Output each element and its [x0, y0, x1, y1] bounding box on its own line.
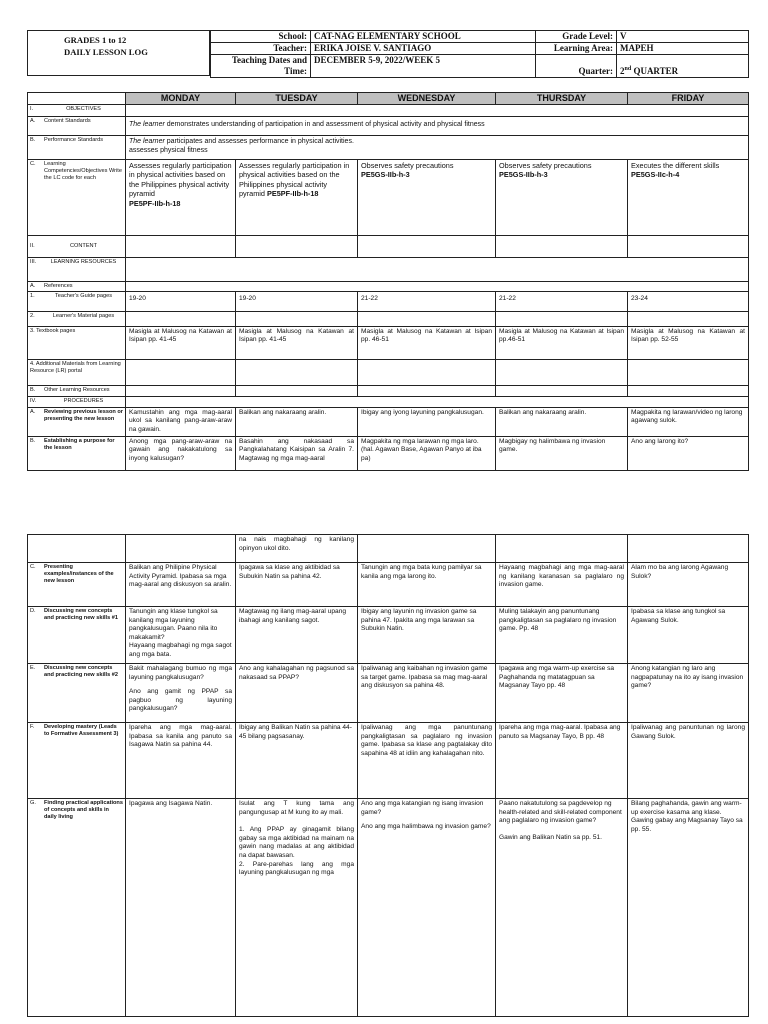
mastery-monday: Ipareha ang mga mag-aaral. Ipabasa sa kanila ang panuto sa Isagawa Natin sa pahina 44. — [126, 723, 236, 799]
row-other-resources: B. Other Learning Resources — [28, 385, 126, 396]
reviewing-thursday: Balikan ang nakaraang aralin. — [496, 407, 628, 436]
page-two — [0, 520, 768, 1024]
purpose-tuesday: Basahin ang nakasaad sa Pangkalahatang Kaisipan sa Aralin 7. Magtawag ng mga mag-aaral — [236, 436, 358, 470]
purpose-monday: Anong mga pang-araw-araw na gawain ang nakakatulong sa inyong kalusugan? — [126, 436, 236, 470]
competency-wednesday: Observes safety precautions PE5GS-IIb-h-3 — [358, 160, 496, 236]
document-title-box — [27, 30, 210, 76]
row-discussing-concepts-1: D. Discussing new concepts and practicing new skills #1 — [28, 607, 126, 664]
school-value: CAT-NAG ELEMENTARY SCHOOL — [311, 31, 536, 43]
title-line-1: GRADES 1 to 12 — [64, 35, 127, 45]
practical-wednesday: Ano ang mga katangian ng isang invasion game? Ano ang mga halimbawa ng invasion game? — [358, 799, 496, 1017]
discussing2-thursday: Ipagawa ang mga warm-up exercise sa Paghahanda ng matatagpuan sa Magsanay Tayo pp. 48 — [496, 664, 628, 723]
quarter-label: Quarter: — [536, 55, 617, 78]
textbook-wednesday: Masigla at Malusog na Katawan at Isipan pp. 46-51 — [358, 326, 496, 359]
row-performance-standards: B. Performance Standards — [28, 136, 126, 160]
purpose-thursday: Magbigay ng halimbawa ng invasion game. — [496, 436, 628, 470]
purpose-wednesday: Magpakita ng mga larawan ng mga laro. (hal. Agawan Base, Agawan Panyo at iba pa) — [358, 436, 496, 470]
practical-monday: Ipagawa ang Isagawa Natin. — [126, 799, 236, 1017]
row-textbook-pages: 3. Textbook pages — [28, 326, 126, 359]
competency-thursday: Observes safety precautions PE5GS-IIb-h-3 — [496, 160, 628, 236]
content-standards-value: The learner demonstrates understanding of participation in and assessment of physical activity and physical fitness — [126, 117, 749, 136]
section-content: II. CONTENT — [28, 236, 126, 258]
dates-label: Teaching Dates and Time: — [211, 55, 311, 78]
textbook-tuesday: Masigla at Malusog na Katawan at Isipan pp. 41-45 — [236, 326, 358, 359]
title-line-2: DAILY LESSON LOG — [64, 47, 148, 57]
mastery-thursday: Ipareha ang mga mag-aaral. Ipabasa ang panuto sa Magsanay Tayo, B pp. 48 — [496, 723, 628, 799]
row-presenting-examples: C. Presenting examples/instances of the new lesson — [28, 563, 126, 607]
tg-monday: 19-20 — [126, 291, 236, 311]
discussing2-tuesday: Ano ang kahalagahan ng pagsunod sa nakasaad sa PPAP? — [236, 664, 358, 723]
discussing1-thursday: Muling talakayin ang panuntunang pangkaligtasan sa paglalaro ng invasion game. Pp. 48 — [496, 607, 628, 664]
textbook-monday: Masigla at Malusog na Katawan at Isipan pp. 41-45 — [126, 326, 236, 359]
grade-label: Grade Level: — [536, 31, 617, 43]
competency-tuesday: Assesses regularly participation in physical activities based on the Philippines physical activity pyramid PE5PF-IIb-h-18 — [236, 160, 358, 236]
row-reviewing-lesson: A. Reviewing previous lesson or presenting the new lesson — [28, 407, 126, 436]
discussing1-wednesday: Ibigay ang layunin ng invasion game sa pahina 47. Ipakita ang mga larawan sa Subukin Natin. — [358, 607, 496, 664]
mastery-friday: Ipaliwanag ang panuntunan ng larong Gawang Sulok. — [628, 723, 749, 799]
day-header-tuesday: TUESDAY — [236, 93, 358, 105]
section-objectives: I. OBJECTIVES — [28, 105, 126, 117]
dates-value: DECEMBER 5-9, 2022/WEEK 5 — [311, 55, 536, 78]
presenting-monday: Balikan ang Philipine Physical Activity Pyramid. Ipabasa sa mga mag-aaral ang diskusyon sa aralin. — [126, 563, 236, 607]
row-establishing-purpose: B. Establishing a purpose for the lesson — [28, 436, 126, 470]
presenting-tuesday: Ipagawa sa klase ang aktibidad sa Subukin Natin sa pahina 42. — [236, 563, 358, 607]
tg-friday: 23-24 — [628, 291, 749, 311]
row-practical-applications: G. Finding practical applications of concepts and skills in daily living — [28, 799, 126, 1017]
purpose-friday: Ano ang larong ito? — [628, 436, 749, 470]
reviewing-friday: Magpakita ng larawan/video ng larong agawang sulok. — [628, 407, 749, 436]
competency-friday: Executes the different skills PE5GS-IIc-h-4 — [628, 160, 749, 236]
textbook-friday: Masigla at Malusog na Katawan at Isipan pp. 52-55 — [628, 326, 749, 359]
row-competencies: C. Learning Competencies/Objectives Write the LC code for each — [28, 160, 126, 236]
area-value: MAPEH — [617, 43, 749, 55]
teacher-label: Teacher: — [211, 43, 311, 55]
row-learners-material: 2. Learner's Material pages — [28, 311, 126, 326]
area-label: Learning Area: — [536, 43, 617, 55]
row-content-standards: A. Content Standards — [28, 117, 126, 136]
row-additional-materials: 4. Additional Materials from Learning Resource (LR) portal — [28, 359, 126, 385]
presenting-friday: Alam mo ba ang larong Agawang Sulok? — [628, 563, 749, 607]
day-header-wednesday: WEDNESDAY — [358, 93, 496, 105]
row-discussing-concepts-2: E. Discussing new concepts and practicing new skills #2 — [28, 664, 126, 723]
row-teachers-guide: 1. Teacher's Guide pages — [28, 291, 126, 311]
tg-thursday: 21-22 — [496, 291, 628, 311]
discussing2-wednesday: Ipaliwanag ang kaibahan ng invasion game sa target game. Ipabasa sa mag mag-aaral ang diskusyon sa pahina 48. — [358, 664, 496, 723]
presenting-wednesday: Tanungin ang mga bata kung pamilyar sa kanila ang mga larong ito. — [358, 563, 496, 607]
reviewing-monday: Kamustahin ang mga mag-aaral ukol sa kanilang pang-araw-araw na gawain. — [126, 407, 236, 436]
discussing1-monday: Tanungin ang klase tungkol sa kanilang mga layuning pangkalusugan. Paano nila ito makakamit? Hayaang magbahagi ng mga sagot ang mga bata. — [126, 607, 236, 664]
discussing1-friday: Ipabasa sa klase ang tungkol sa Agawang Sulok. — [628, 607, 749, 664]
quarter-value: 2nd QUARTER — [617, 55, 749, 78]
presenting-thursday: Hayaang magbahagi ang mga mag-aaral ng kanilang karanasan sa paglalaro ng invasion game. — [496, 563, 628, 607]
tg-wednesday: 21-22 — [358, 291, 496, 311]
discussing2-friday: Anong katangian ng laro ang nagpapatunay na ito ay isang invasion game? — [628, 664, 749, 723]
header-info-table — [210, 30, 749, 78]
day-header-friday: FRIDAY — [628, 93, 749, 105]
reviewing-wednesday: Ibigay ang iyong layuning pangkalusugan. — [358, 407, 496, 436]
discussing1-tuesday: Magtawag ng ilang mag-aaral upang ibahagi ang kanilang sagot. — [236, 607, 358, 664]
reviewing-tuesday: Balikan ang nakaraang aralin. — [236, 407, 358, 436]
mastery-tuesday: Ibigay ang Balikan Natin sa pahina 44-45 bilang pagsasanay. — [236, 723, 358, 799]
grade-value: V — [617, 31, 749, 43]
practical-friday: Bilang paghahanda, gawin ang warm-up exercise kasama ang klase. Gawing gabay ang Magsanay Tayo sa pp. 55. — [628, 799, 749, 1017]
teacher-value: ERIKA JOISE V. SANTIAGO — [311, 43, 536, 55]
purpose-tuesday-continued: na nais magbahagi ng kanilang opinyon ukol dito. — [236, 535, 358, 563]
row-developing-mastery: F. Developing mastery (Leads to Formative Assessment 3) — [28, 723, 126, 799]
practical-thursday: Paano nakatutulong sa pagdevelop ng health-related and skill-related component ang paglalaro ng invasion game? Gawin ang Balikan Natin sa pp. 51. — [496, 799, 628, 1017]
lesson-log-table-continued — [27, 534, 749, 1017]
performance-standards-value: The learner participates and assesses performance in physical activities. assesses physical fitness — [126, 136, 749, 160]
competency-monday: Assesses regularly participation in physical activities based on the Philippines physical activity pyramid PE5PF-IIb-h-18 — [126, 160, 236, 236]
school-label: School: — [211, 31, 311, 43]
discussing2-monday: Bakit mahalagang bumuo ng mga layuning pangkalusugan? Ano ang gamit ng PPAP sa pagbuo ng layuning pangkalusugan? — [126, 664, 236, 723]
section-learning-resources: III. LEARNING RESOURCES — [28, 258, 126, 282]
lesson-log-table — [27, 92, 749, 471]
mastery-wednesday: Ipaliwanag ang mga panuntunang pangkaligtasan sa paglalaro ng invasion game. Ipabasa sa klase ang pagtalakay dito sapahina 48 at idiin ang kahalagahan nito. — [358, 723, 496, 799]
practical-tuesday: Isulat ang T kung tama ang pangungusap at M kung ito ay mali. 1. Ang PPAP ay ginagamit bilang gabay sa mga aktibidad na mainam na gawin nang madalas at ang aktibidad na dapat bawasan. 2. Pare-parehas lang ang mga layuning pangkalusugan ng mga — [236, 799, 358, 1017]
page-one — [0, 0, 768, 480]
row-references: A. References — [28, 282, 126, 292]
section-procedures: IV. PROCEDURES — [28, 396, 126, 407]
day-header-monday: MONDAY — [126, 93, 236, 105]
tg-tuesday: 19-20 — [236, 291, 358, 311]
textbook-thursday: Masigla at Malusog na Katawan at Isipan pp.46-51 — [496, 326, 628, 359]
day-header-thursday: THURSDAY — [496, 93, 628, 105]
